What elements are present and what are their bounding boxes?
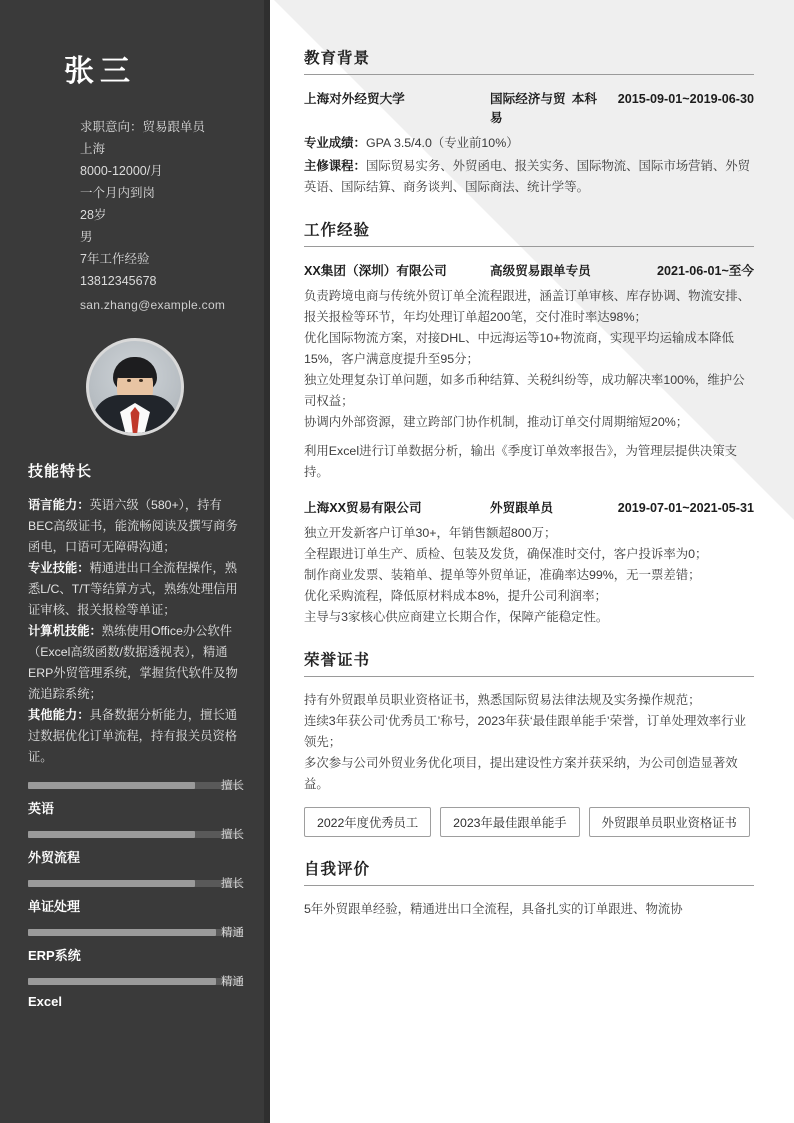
meta-salary: 8000-12000/月 — [80, 164, 163, 178]
work-bullet: 利用Excel进行订单数据分析，输出《季度订单效率报告》，为管理层提供决策支持。 — [304, 444, 737, 479]
skill-bar-rail — [28, 976, 244, 988]
skill-bar-label: Excel — [28, 994, 62, 1009]
skill-value: 精通进出口全流程操作，熟悉L/C、T/T等结算方式，熟练处理信用证审核、报关报检等单证； — [28, 561, 238, 617]
honor-bullet: 连续3年获公司‘优秀员工’称号，2023年获‘最佳跟单能手’荣誉，订单处理效率行业领先； — [304, 714, 746, 749]
meta-phone: 13812345678 — [80, 274, 157, 288]
skill-bar-level: 擅长 — [221, 878, 244, 890]
meta-age: 28岁 — [80, 208, 107, 222]
work-item — [304, 260, 754, 483]
certificate-tag[interactable]: 外贸跟单员职业资格证书 — [589, 807, 750, 837]
skill-label: 计算机技能： — [28, 624, 102, 638]
skill-bar-label: 外贸流程 — [28, 850, 81, 865]
skill-paragraph — [28, 558, 242, 621]
education-major: 国际经济与贸易 — [490, 92, 566, 125]
education-school: 上海对外经贸大学 — [304, 92, 405, 106]
summary-heading: 自我评价 — [304, 861, 371, 878]
section-divider — [304, 885, 754, 886]
work-bullet: 独立处理复杂订单问题，如多币种结算、关税纠纷等，成功解决率100%，维护公司权益； — [304, 373, 745, 408]
work-bullet: 优化国际物流方案，对接DHL、中远海运等10+物流商，实现平均运输成本降低15%，客户满意度提升至95分； — [304, 331, 734, 366]
work-bullet: 独立开发新客户订单30+，年销售额超800万； — [304, 526, 557, 540]
skill-value: 熟练使用Office办公软件（Excel高级函数/数据透视表），精通ERP外贸管理系统，掌握货代软件及物流追踪系统； — [28, 624, 238, 701]
avatar-wrapper — [28, 338, 242, 436]
education-heading: 教育背景 — [304, 50, 371, 67]
education-gpa — [304, 133, 754, 154]
skill-bar-fill — [28, 831, 195, 838]
work-bullet: 主导与3家核心供应商建立长期合作，保障产能稳定性。 — [304, 610, 609, 624]
section-summary — [304, 857, 754, 920]
work-date: 2021-06-01~至今 — [657, 264, 754, 278]
meta-email: san.zhang@example.com — [80, 298, 226, 312]
work-company: XX集团（深圳）有限公司 — [304, 264, 447, 278]
skill-bar-fill — [28, 978, 216, 985]
skill-paragraph — [28, 621, 242, 705]
work-company: 上海XX贸易有限公司 — [304, 501, 422, 515]
section-honors — [304, 648, 754, 837]
certificate-tag[interactable]: 2023年最佳跟单能手 — [440, 807, 579, 837]
skill-bar-rail — [28, 927, 244, 939]
skill-bar-label: ERP系统 — [28, 948, 81, 963]
main-content — [270, 0, 794, 1123]
section-education — [304, 46, 754, 198]
section-divider — [304, 74, 754, 75]
work-date: 2019-07-01~2021-05-31 — [617, 501, 754, 515]
skill-label: 语言能力： — [28, 498, 90, 512]
summary-text: 5年外贸跟单经验，精通进出口全流程，具备扎实的订单跟进、物流协 — [304, 902, 683, 916]
certificate-tag-list — [304, 807, 754, 837]
avatar-fringe-shape — [115, 363, 155, 378]
honors-heading: 荣誉证书 — [304, 652, 371, 669]
avatar-suit-shape — [92, 395, 178, 433]
section-divider — [304, 676, 754, 677]
section-work — [304, 218, 754, 628]
work-bullet: 优化采购流程，降低原材料成本8%，提升公司利润率； — [304, 589, 607, 603]
education-courses-label: 主修课程： — [304, 159, 366, 173]
work-bullet: 全程跟进订单生产、质检、包装及发货，确保准时交付，客户投诉率为0； — [304, 547, 708, 561]
skill-bar-label: 单证处理 — [28, 899, 81, 914]
work-item — [304, 497, 754, 628]
section-divider — [304, 246, 754, 247]
skill-bar-level: 擅长 — [221, 829, 244, 841]
education-row — [304, 88, 754, 126]
work-bullet: 协调内外部资源，建立跨部门协作机制，推动订单交付周期缩短20%； — [304, 415, 689, 429]
work-bullet: 制作商业发票、装箱单、提单等外贸单证，准确率达99%，无一票差错； — [304, 568, 701, 582]
meta-gender: 男 — [80, 230, 93, 244]
work-item-header — [304, 260, 754, 279]
work-item-header — [304, 497, 754, 516]
certificate-tag[interactable]: 2022年度优秀员工 — [304, 807, 431, 837]
meta-availability: 一个月内到岗 — [80, 186, 156, 200]
education-gpa-value: GPA 3.5/4.0（专业前10%） — [365, 136, 519, 150]
skills-heading: 技能特长 — [28, 463, 93, 480]
education-courses-value: 国际贸易实务、外贸函电、报关实务、国际物流、国际市场营销、外贸英语、国际结算、商务谈判、国际商法、统计学等。 — [304, 159, 751, 194]
skill-label: 专业技能： — [28, 561, 90, 575]
skill-bar-item — [28, 831, 242, 866]
skills-text — [28, 495, 242, 768]
skill-bar-level: 擅长 — [221, 780, 244, 792]
skill-bar-level: 精通 — [221, 927, 244, 939]
skill-bar-level: 精通 — [221, 976, 244, 988]
avatar-eye-left — [127, 379, 131, 382]
skill-bar-rail — [28, 829, 244, 841]
skill-bar-rail — [28, 878, 244, 890]
skill-bar-label: 英语 — [28, 801, 55, 816]
avatar-eye-right — [139, 379, 143, 382]
skill-value: 英语六级（580+），持有BEC高级证书，能流畅阅读及撰写商务函电，口语可无障碍沟通； — [28, 498, 238, 554]
honor-bullet: 持有外贸跟单员职业资格证书，熟悉国际贸易法律法规及实务操作规范； — [304, 693, 701, 707]
meta-experience: 7年工作经验 — [80, 252, 150, 266]
work-bullet: 负责跨境电商与传统外贸订单全流程跟进，涵盖订单审核、库存协调、物流安排、报关报检等环节，年均处理订单超200笔，交付准时率达98%； — [304, 289, 751, 324]
skill-bar-rail — [28, 780, 244, 792]
meta-city: 上海 — [80, 142, 106, 156]
avatar — [86, 338, 184, 436]
work-heading: 工作经验 — [304, 222, 371, 239]
skill-bar-fill — [28, 782, 195, 789]
meta-objective: 求职意向：贸易跟单员 — [80, 120, 206, 134]
skill-bar-item — [28, 782, 242, 817]
candidate-name: 张三 — [64, 55, 136, 88]
skill-paragraph — [28, 705, 242, 768]
skill-paragraph — [28, 495, 242, 558]
education-gpa-label: 专业成绩： — [304, 136, 366, 150]
skill-bar-item — [28, 929, 242, 964]
skill-bar-fill — [28, 929, 216, 936]
education-degree: 本科 — [571, 92, 597, 106]
sidebar — [0, 0, 270, 1123]
skill-bar-item — [28, 978, 242, 1009]
skill-label: 其他能力： — [28, 708, 90, 722]
skill-bar-item — [28, 880, 242, 915]
candidate-meta — [80, 116, 242, 316]
work-role: 高级贸易跟单专员 — [490, 264, 591, 278]
work-role: 外贸跟单员 — [490, 501, 553, 515]
honor-bullet: 多次参与公司外贸业务优化项目，提出建设性方案并获采纳，为公司创造显著效益。 — [304, 756, 738, 791]
education-date: 2015-09-01~2019-06-30 — [617, 92, 754, 106]
skill-bar-fill — [28, 880, 195, 887]
skill-value: 具备数据分析能力，擅长通过数据优化订单流程，持有报关员资格证。 — [28, 708, 238, 764]
education-courses — [304, 156, 754, 198]
